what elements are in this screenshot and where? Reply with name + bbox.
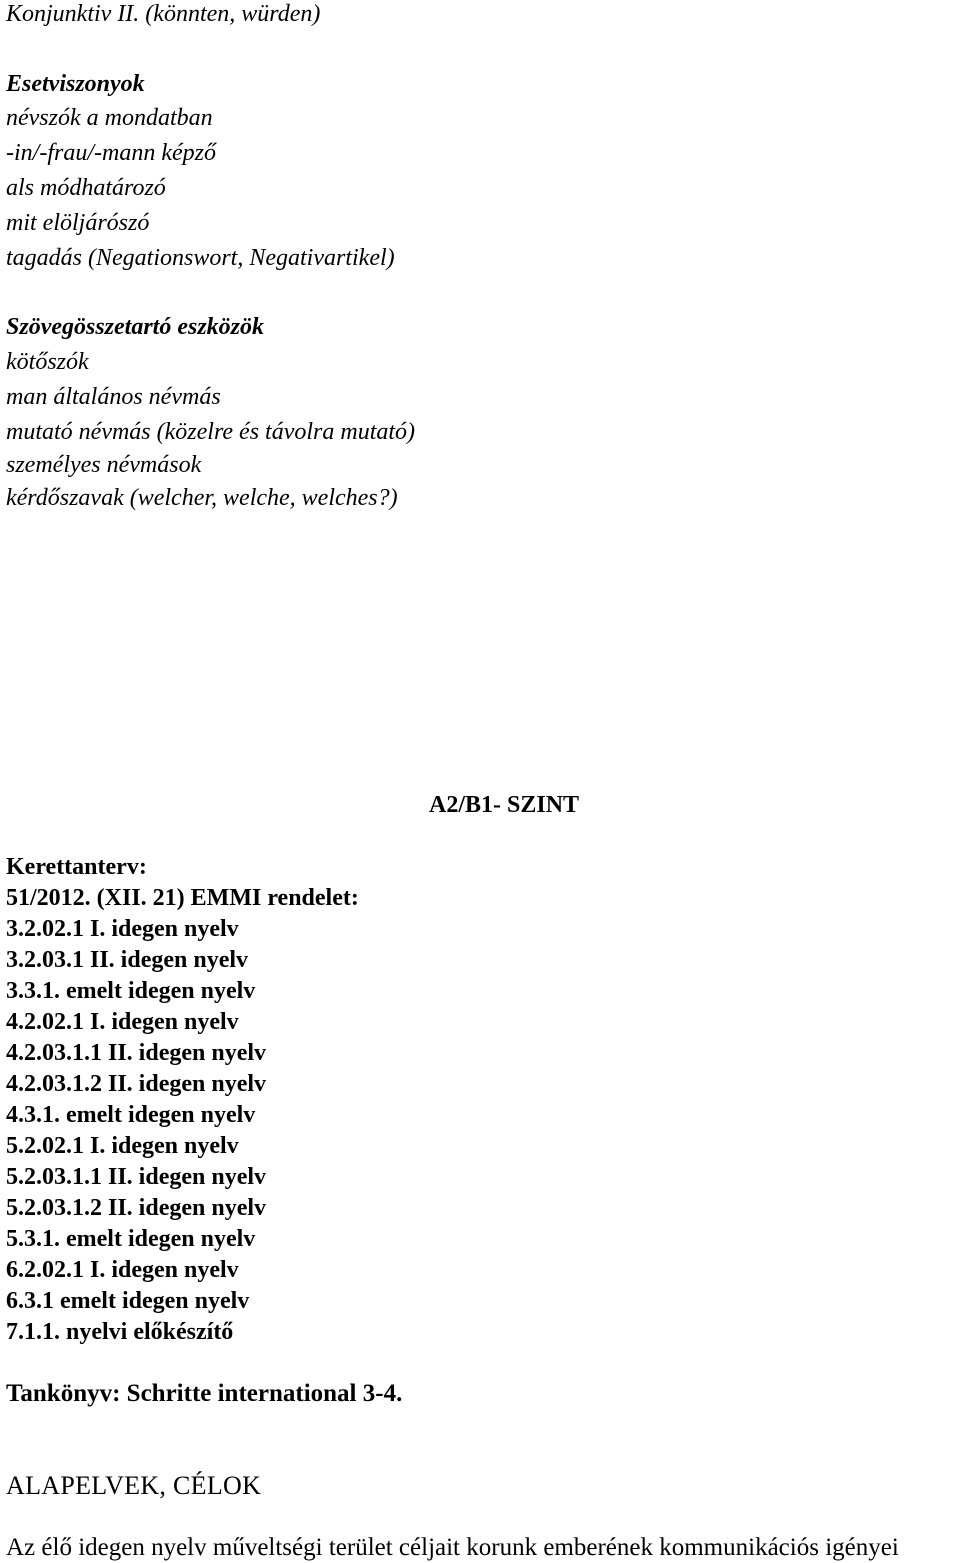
kerettanterv-item: 6.3.1 emelt idegen nyelv (6, 1288, 250, 1314)
kerettanterv-item: 4.2.02.1 I. idegen nyelv (6, 1009, 239, 1035)
szoveg-item: mutató névmás (közelre és távolra mutató) (6, 419, 416, 445)
konjunktiv-line: Konjunktiv II. (könnten, würden) (6, 1, 321, 27)
kerettanterv-item: 7.1.1. nyelvi előkészítő (6, 1319, 234, 1345)
kerettanterv-item: 5.3.1. emelt idegen nyelv (6, 1226, 256, 1252)
kerettanterv-item: 3.3.1. emelt idegen nyelv (6, 978, 256, 1004)
szoveg-item: kötőszók (6, 349, 89, 375)
esetviszonyok-item: névszók a mondatban (6, 105, 213, 131)
kerettanterv-item: 3.2.02.1 I. idegen nyelv (6, 916, 239, 942)
szoveg-item: személyes névmások (6, 452, 202, 478)
kerettanterv-item: 5.2.03.1.2 II. idegen nyelv (6, 1195, 267, 1221)
kerettanterv-item: 5.2.02.1 I. idegen nyelv (6, 1133, 239, 1159)
body-paragraph: Az élő idegen nyelv műveltségi terület céljait korunk emberének kommunikációs igényei (6, 1534, 899, 1561)
kerettanterv-item: 4.2.03.1.2 II. idegen nyelv (6, 1071, 267, 1097)
kerettanterv-decree: 51/2012. (XII. 21) EMMI rendelet: (6, 885, 359, 911)
esetviszonyok-title: Esetviszonyok (6, 71, 145, 97)
esetviszonyok-item: als módhatározó (6, 175, 166, 201)
esetviszonyok-item: mit elöljárószó (6, 210, 150, 236)
kerettanterv-title: Kerettanterv: (6, 854, 147, 880)
kerettanterv-item: 3.2.03.1 II. idegen nyelv (6, 947, 249, 973)
level-heading: A2/B1- SZINT (429, 792, 580, 818)
esetviszonyok-item: -in/-frau/-mann képző (6, 140, 216, 166)
szoveg-item: kérdőszavak (welcher, welche, welches?) (6, 485, 398, 511)
kerettanterv-item: 4.3.1. emelt idegen nyelv (6, 1102, 256, 1128)
textbook-line: Tankönyv: Schritte international 3-4. (6, 1380, 403, 1407)
kerettanterv-item: 5.2.03.1.1 II. idegen nyelv (6, 1164, 267, 1190)
szoveg-title: Szövegösszetartó eszközök (6, 314, 265, 340)
kerettanterv-item: 6.2.02.1 I. idegen nyelv (6, 1257, 239, 1283)
alapelvek-heading: ALAPELVEK, CÉLOK (6, 1471, 262, 1500)
kerettanterv-item: 4.2.03.1.1 II. idegen nyelv (6, 1040, 267, 1066)
szoveg-item: man általános névmás (6, 384, 221, 410)
esetviszonyok-item: tagadás (Negationswort, Negativartikel) (6, 245, 395, 271)
